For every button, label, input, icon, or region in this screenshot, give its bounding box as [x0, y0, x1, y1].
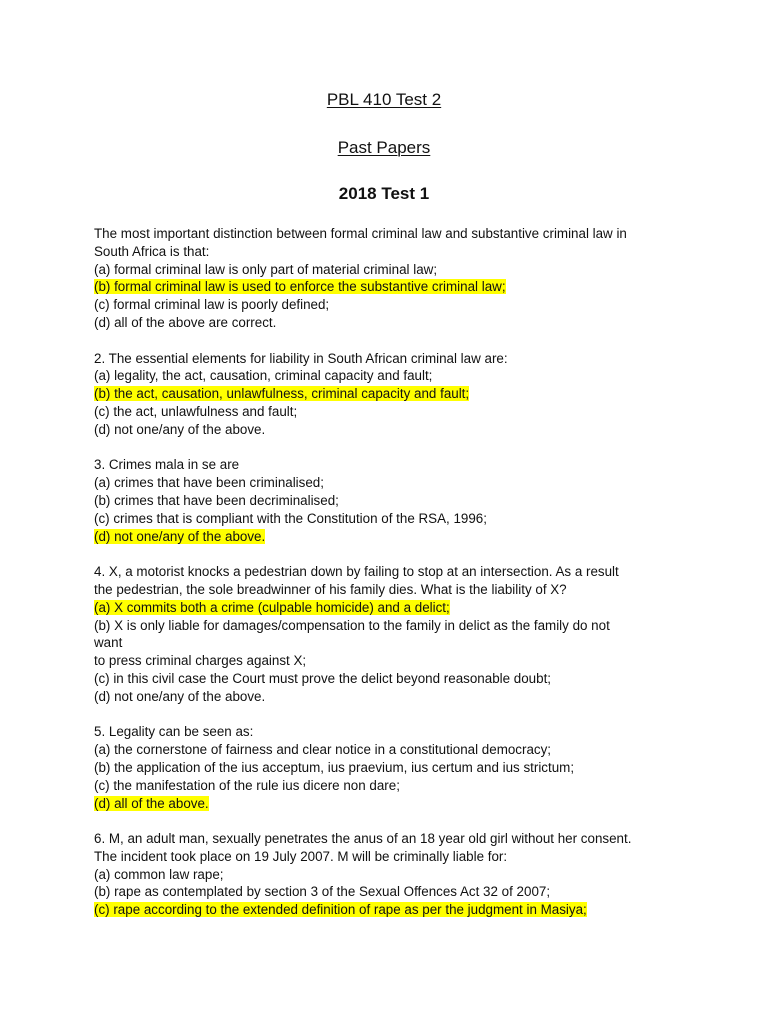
question-3-option-b: (b) crimes that have been decriminalised; [94, 492, 339, 508]
question-6-option-b: (b) rape as contemplated by section 3 of the Sexual Offences Act 32 of 2007; [94, 884, 551, 900]
question-5-stem: 5. Legality can be seen as: [94, 724, 254, 740]
question-6-option-c-highlighted-answer: (c) rape according to the extended definition of rape as per the judgment in Masiya; [94, 902, 587, 918]
question-4-option-d: (d) not one/any of the above. [94, 688, 266, 704]
question-2 [94, 350, 694, 439]
question-5-option-b: (b) the application of the ius acceptum, ius praevium, ius certum and ius strictum; [94, 759, 575, 775]
question-2-option-a: (a) legality, the act, causation, criminal capacity and fault; [94, 368, 433, 384]
question-3-option-c: (c) crimes that is compliant with the Constitution of the RSA, 1996; [94, 510, 487, 526]
question-4 [94, 563, 694, 705]
question-5-option-d-highlighted-answer: (d) all of the above. [94, 795, 209, 811]
question-1-option-d: (d) all of the above are correct. [94, 314, 277, 330]
question-3-option-a: (a) crimes that have been criminalised; [94, 475, 324, 491]
question-6-stem-line-1: 6. M, an adult man, sexually penetrates the anus of an 18 year old girl without her consent. [94, 831, 632, 847]
question-6-option-a: (a) common law rape; [94, 866, 224, 882]
question-3-option-d-highlighted-answer: (d) not one/any of the above. [94, 528, 266, 544]
question-1-stem-line-2: South Africa is that: [94, 243, 210, 259]
question-4-option-c: (c) in this civil case the Court must prove the delict beyond reasonable doubt; [94, 670, 552, 686]
question-5-option-c: (c) the manifestation of the rule ius dicere non dare; [94, 777, 400, 793]
question-5-option-a: (a) the cornerstone of fairness and clear notice in a constitutional democracy; [94, 742, 552, 758]
question-6-stem-line-2: The incident took place on 19 July 2007. M will be criminally liable for: [94, 848, 508, 864]
question-3-stem: 3. Crimes mala in se are [94, 457, 240, 473]
question-2-option-b-highlighted-answer: (b) the act, causation, unlawfulness, criminal capacity and fault; [94, 386, 470, 402]
section-heading: 2018 Test 1 [338, 184, 430, 203]
question-5 [94, 723, 694, 812]
question-1-option-a: (a) formal criminal law is only part of material criminal law; [94, 261, 438, 277]
question-2-stem: 2. The essential elements for liability in South African criminal law are: [94, 350, 508, 366]
question-4-stem-line-1: 4. X, a motorist knocks a pedestrian down by failing to stop at an intersection. As a result [94, 564, 619, 580]
questions-list [94, 225, 694, 937]
question-2-option-c: (c) the act, unlawfulness and fault; [94, 403, 298, 419]
question-1-option-c: (c) formal criminal law is poorly defined; [94, 297, 330, 313]
question-4-stem-line-2: the pedestrian, the sole breadwinner of his family dies. What is the liability of X? [94, 581, 567, 597]
question-2-option-d: (d) not one/any of the above. [94, 421, 266, 437]
course-title: PBL 410 Test 2 [326, 90, 442, 109]
question-1-option-b-highlighted-answer: (b) formal criminal law is used to enforce the substantive criminal law; [94, 279, 506, 295]
question-4-option-a-highlighted-answer: (a) X commits both a crime (culpable homicide) and a delict; [94, 599, 450, 615]
question-4-option-b-line-3: to press criminal charges against X; [94, 653, 307, 669]
question-1 [94, 225, 694, 332]
question-4-option-b-line-2: want [94, 635, 123, 651]
question-6 [94, 830, 694, 919]
question-4-option-b-line-1: (b) X is only liable for damages/compensation to the family in delict as the family do not [94, 617, 610, 633]
document-subtitle: Past Papers [337, 138, 431, 157]
question-3 [94, 456, 694, 545]
question-1-stem-line-1: The most important distinction between formal criminal law and substantive criminal law in [94, 226, 627, 241]
